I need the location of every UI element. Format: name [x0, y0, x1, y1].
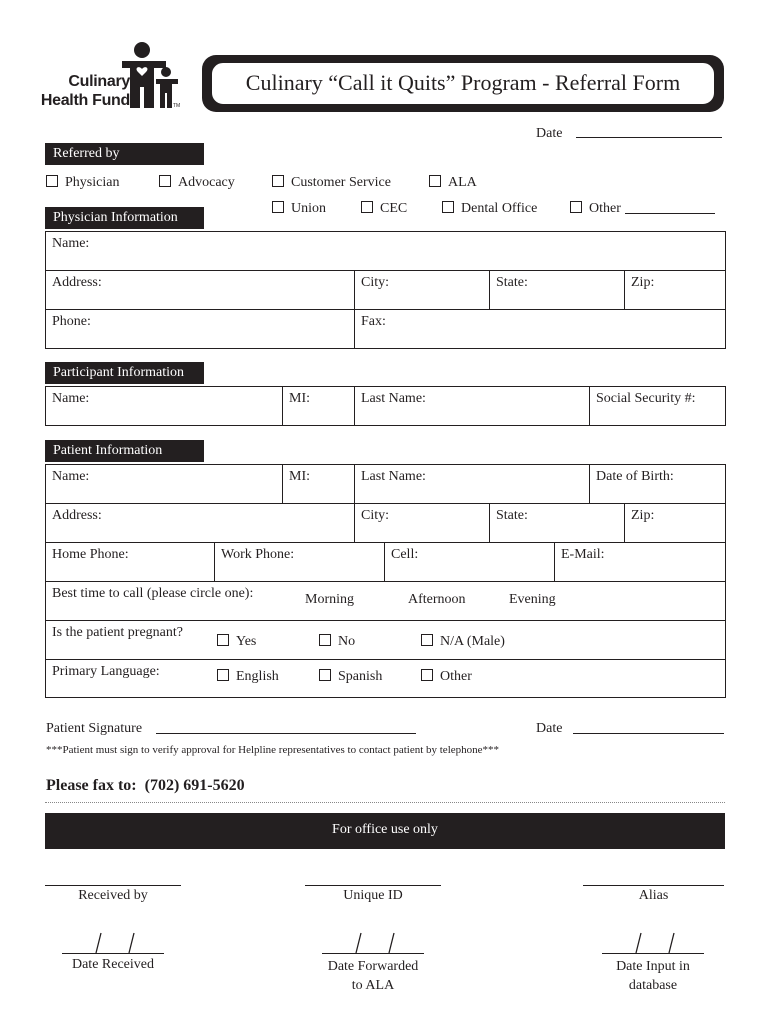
physician-heading: Physician Information [45, 207, 204, 229]
patient-table-3 [45, 542, 726, 582]
signature-note: ***Patient must sign to verify approval for Helpline representatives to contact patient by telephone*** [46, 744, 500, 756]
date-forwarded-label: Date Forwarded to ALA [327, 959, 419, 993]
checkbox-language-spanish[interactable]: Spanish [319, 669, 382, 685]
date-slashes-icon [322, 930, 424, 954]
best-time-row: Best time to call (please circle one): [46, 582, 726, 621]
date-slashes-icon [602, 930, 704, 954]
patient-name-field[interactable]: Name: [46, 465, 283, 504]
signature-date-field[interactable] [573, 733, 724, 734]
patient-dob-field[interactable]: Date of Birth: [590, 465, 726, 504]
physician-zip-field[interactable]: Zip: [625, 271, 726, 310]
physician-fax-field[interactable]: Fax: [355, 310, 726, 349]
logo-text [40, 72, 130, 110]
patient-email-field[interactable]: E-Mail: [555, 543, 726, 582]
checkbox-language-english[interactable]: English [217, 669, 279, 685]
time-option-afternoon[interactable]: Afternoon [408, 592, 466, 607]
signature-field[interactable] [156, 733, 416, 734]
participant-heading: Participant Information [45, 362, 204, 384]
logo-line-1: Culinary [68, 73, 130, 90]
participant-ssn-field[interactable]: Social Security #: [590, 387, 726, 426]
signature-label: Patient Signature [46, 721, 143, 736]
form-title: Culinary “Call it Quits” Program - Referral Form [245, 70, 681, 95]
physician-phone-field[interactable]: Phone: [46, 310, 355, 349]
date-slashes-icon [62, 930, 164, 954]
patient-mi-field[interactable]: MI: [283, 465, 355, 504]
office-use-heading: For office use only [45, 813, 725, 849]
checkbox-other[interactable]: Other [570, 201, 621, 217]
signature-date-label: Date [536, 721, 563, 736]
date-input-field[interactable] [602, 930, 704, 954]
physician-name-field[interactable]: Name: [46, 232, 726, 271]
alias-label: Alias [638, 888, 669, 903]
fax-instructions: Please fax to: (702) 691-5620 [46, 777, 245, 794]
trademark: TM [173, 103, 181, 109]
patient-state-field[interactable]: State: [490, 504, 625, 543]
other-field[interactable] [625, 213, 715, 214]
patient-last-name-field[interactable]: Last Name: [355, 465, 590, 504]
participant-name-field[interactable]: Name: [46, 387, 283, 426]
date-label: Date [536, 126, 563, 141]
unique-id-label: Unique ID [343, 888, 403, 903]
patient-address-field[interactable]: Address: [46, 504, 355, 543]
patient-zip-field[interactable]: Zip: [625, 504, 726, 543]
logo-line-2: Health Fund [40, 92, 130, 109]
physician-address-field[interactable]: Address: [46, 271, 355, 310]
unique-id-field[interactable] [305, 885, 441, 886]
received-by-label: Received by [78, 888, 148, 903]
participant-last-name-field[interactable]: Last Name: [355, 387, 590, 426]
pregnant-row: Is the patient pregnant? [46, 621, 726, 660]
time-option-morning[interactable]: Morning [305, 592, 354, 607]
physician-table [45, 231, 726, 349]
checkbox-cec[interactable]: CEC [361, 201, 407, 217]
patient-work-phone-field[interactable]: Work Phone: [215, 543, 385, 582]
family-logo-icon [120, 42, 182, 110]
physician-state-field[interactable]: State: [490, 271, 625, 310]
language-row: Primary Language: [46, 660, 726, 698]
received-by-field[interactable] [45, 885, 181, 886]
checkbox-union[interactable]: Union [272, 201, 326, 217]
checkbox-dental-office[interactable]: Dental Office [442, 201, 537, 217]
checkbox-physician[interactable]: Physician [46, 175, 119, 191]
checkbox-customer-service[interactable]: Customer Service [272, 175, 391, 191]
title-banner [202, 55, 724, 112]
patient-table-2 [45, 503, 726, 543]
patient-table-1 [45, 464, 726, 504]
time-option-evening[interactable]: Evening [509, 592, 556, 607]
participant-mi-field[interactable]: MI: [283, 387, 355, 426]
alias-field[interactable] [583, 885, 724, 886]
divider [45, 802, 725, 803]
patient-heading: Patient Information [45, 440, 204, 462]
referred-by-heading: Referred by [45, 143, 204, 165]
date-forwarded-field[interactable] [322, 930, 424, 954]
checkbox-pregnant-yes[interactable]: Yes [217, 634, 256, 650]
date-field[interactable] [576, 137, 722, 138]
patient-table-4 [45, 581, 726, 698]
patient-home-phone-field[interactable]: Home Phone: [46, 543, 215, 582]
physician-city-field[interactable]: City: [355, 271, 490, 310]
checkbox-language-other[interactable]: Other [421, 669, 472, 685]
date-received-field[interactable] [62, 930, 164, 954]
checkbox-ala[interactable]: ALA [429, 175, 477, 191]
date-received-label: Date Received [71, 957, 154, 972]
participant-table [45, 386, 726, 426]
patient-cell-field[interactable]: Cell: [385, 543, 555, 582]
checkbox-pregnant-no[interactable]: No [319, 634, 355, 650]
checkbox-pregnant-na[interactable]: N/A (Male) [421, 634, 505, 650]
date-input-label: Date Input in database [616, 959, 690, 993]
patient-city-field[interactable]: City: [355, 504, 490, 543]
checkbox-advocacy[interactable]: Advocacy [159, 175, 235, 191]
